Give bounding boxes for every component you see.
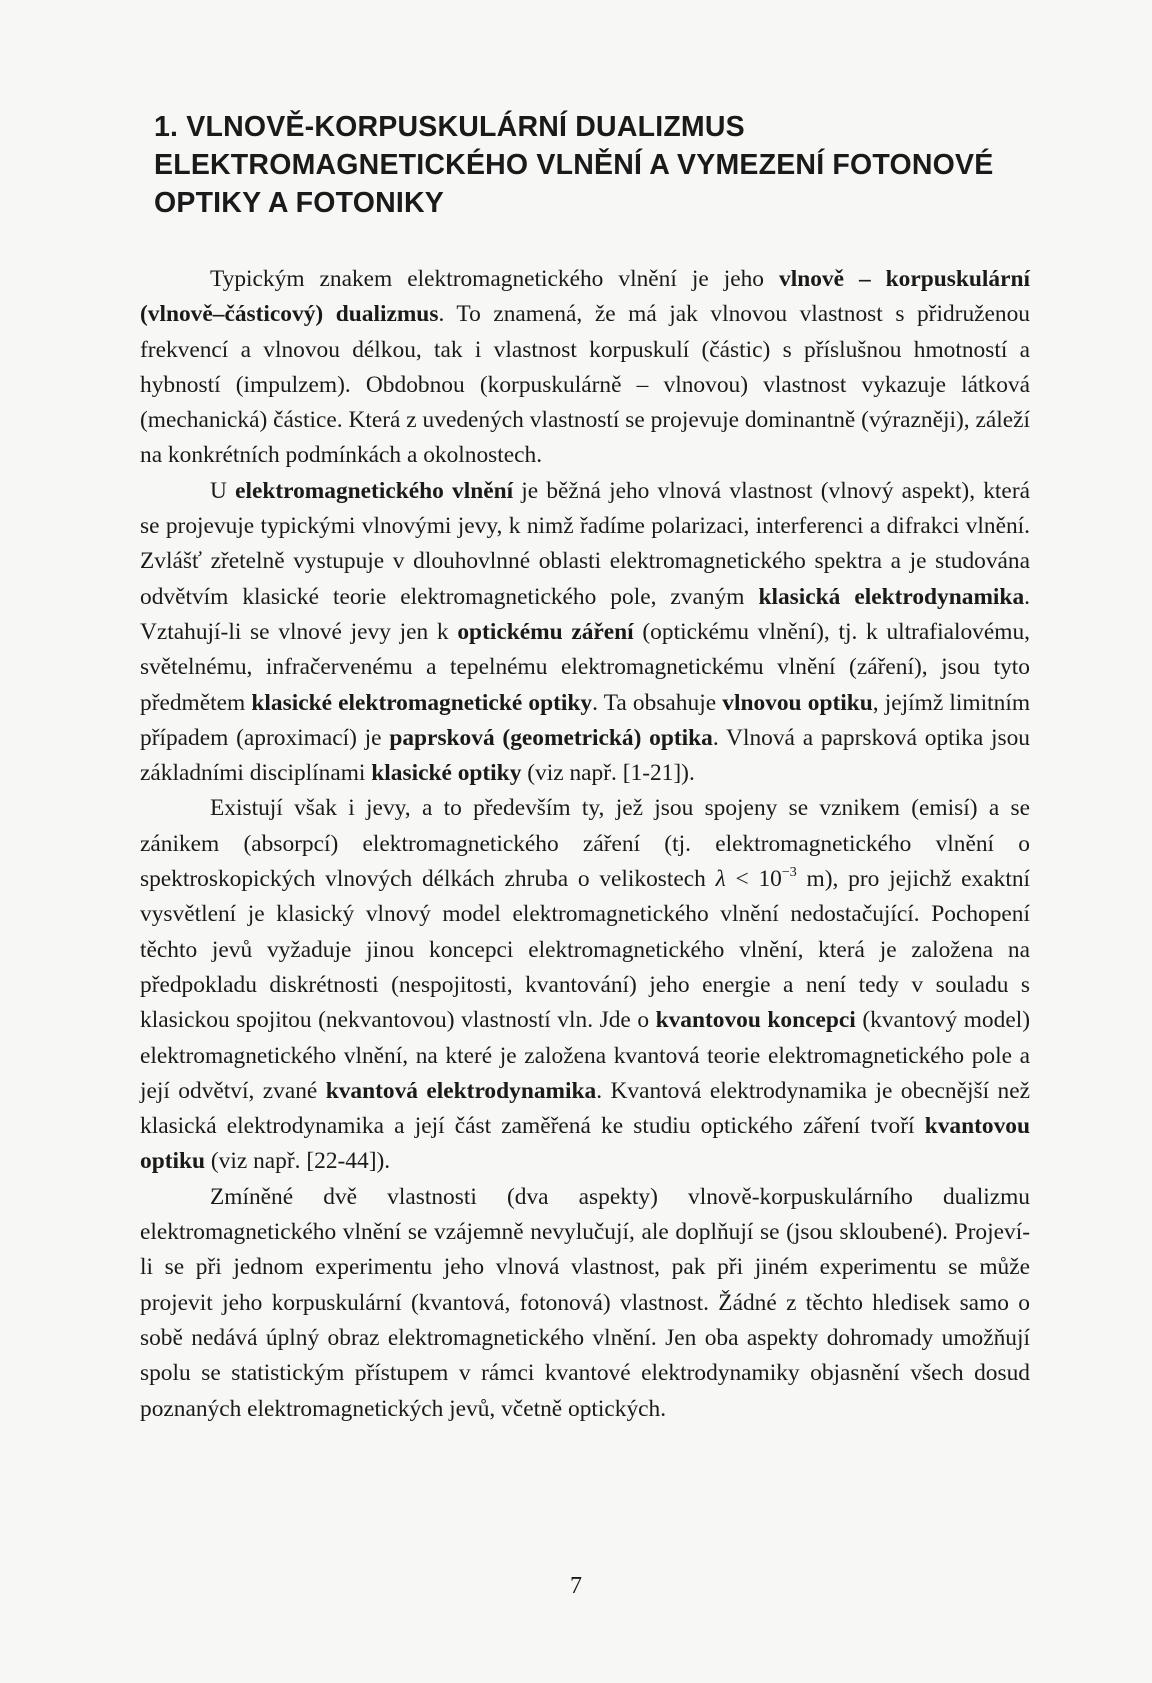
chapter-title-line-1: 1. VLNOVĚ-KORPUSKULÁRNÍ DUALIZMUS <box>154 111 745 143</box>
emphasis: kvantová elektrodynamika <box>325 1077 597 1104</box>
emphasis: kvantovou koncepci <box>655 1007 856 1034</box>
text: ), pro jejichž exaktní vysvětlení je klasický vlnový model elektromagnetického vlnění nedostačující. Pochopení těchto jevů vyžaduje jinou koncepci elektromagnetického vlnění, která je založena na předpokladu diskrétnosti (nespojitosti, kvantování) jeho energie a není tedy v souladu s klasickou spojitou (nekvantovou) vlastností vln. Jde o <box>140 866 1031 1034</box>
paragraph-1 <box>140 262 1030 474</box>
text: U <box>210 477 236 504</box>
page-number: 7 <box>570 1573 582 1599</box>
chapter-title-line-2: ELEKTROMAGNETICKÉHO VLNĚNÍ A VYMEZENÍ FOTONOVÉ <box>154 149 994 181</box>
paragraph-3 <box>140 791 1030 1179</box>
paragraph-2 <box>140 474 1030 792</box>
unit: m <box>796 866 825 893</box>
emphasis: klasická elektrodynamika <box>758 583 1025 610</box>
text: Existují však i jevy, a to především ty, jež jsou spojeny se vznikem (emisí) a se zánikem (absorpcí) elektromagnetického záření (tj. elektromagnetického vlnění o spektroskopických vlnových délkách zhruba o velikostech <box>140 795 1030 893</box>
emphasis: kvantovou optiku <box>140 1113 1030 1175</box>
wavelength-formula <box>716 866 825 892</box>
exponent: −3 <box>781 865 797 881</box>
text: Typickým znakem elektromagnetického vlnění je jeho <box>210 266 779 292</box>
emphasis: paprsková (geometrická) optika <box>389 724 713 751</box>
text: (viz např. [1-21]). <box>521 760 695 787</box>
text: (viz např. [22-44]). <box>205 1148 391 1175</box>
text: je běžná jeho vlnová vlastnost (vlnový aspekt), která se projevuje typickými vlnovými jevy, k nimž řadíme polarizaci, interferenci a difrakci vlnění. Zvlášť zřetelně vystupuje v dlouhovlnné oblasti elektromagnetického spektra a je studována odvětvím klasické teorie elektromagnetického pole, zvaným <box>140 477 1030 610</box>
paragraph-4 <box>140 1180 1030 1427</box>
body-text <box>140 262 1030 1427</box>
emphasis: elektromagnetického vlnění <box>235 477 514 504</box>
formula-text: < 10 <box>725 866 782 893</box>
text: (optickému vlnění), tj. k ultrafialovému, světelnému, infračervenému a tepelnému elektromagnetickému vlnění (záření), jsou tyto předmětem <box>140 618 1030 716</box>
text: . Vztahují-li se vlnové jevy jen k <box>140 583 1030 645</box>
text: , jejímž limitním případem (aproximací) je <box>140 689 1031 751</box>
text: . Ta obsahuje <box>592 689 723 716</box>
emphasis: vlnovou optiku <box>722 689 873 716</box>
text: Zmíněné dvě vlastnosti (dva aspekty) vlnově-korpuskulárního dualizmu elektromagnetického vlnění se vzájemně nevylučují, ale doplňují se (jsou skloubené). Projeví-li se při jednom experimentu jeho vlnová vlastnost, pak při jiném experimentu se může projevit jeho korpuskulární (kvantová, fotonová) vlastnost. Žádné z těchto hledisek samo o sobě nedává úplný obraz elektromagnetického vlnění. Jen oba aspekty dohromady umožňují spolu se statistickým přístupem v rámci kvantové elektrodynamiky objasnění všech dosud poznaných elektromagnetických jevů, včetně optických. <box>140 1183 1030 1422</box>
emphasis: vlnově – korpuskulární (vlnově–částicový) dualizmus <box>140 266 1030 328</box>
text: (kvantový model) elektromagnetického vlnění, na které je založena kvantová teorie elektromagnetického pole a její odvětví, zvané <box>140 1007 1030 1104</box>
emphasis: klasické optiky <box>371 760 522 787</box>
text: . Kvantová elektrodynamika je obecnější než klasická elektrodynamika a její část zaměřená ke studiu optického záření tvoří <box>140 1077 1030 1140</box>
text: . Vlnová a paprsková optika jsou základními disciplínami <box>140 724 1030 787</box>
text: . To znamená, že má jak vlnovou vlastnost s přidruženou frekvencí a vlnovou délkou, tak i vlastnost korpuskulí (částic) s příslušnou hmotností a hybností (impulzem). Obdobnou (korpuskulárně – vlnovou) vlastnost vykazuje látková (mechanická) částice. Která z uvedených vlastností se projevuje dominantně (výrazněji), záleží na konkrétních podmínkách a okolnostech. <box>140 301 1030 469</box>
lambda-symbol: λ <box>715 866 726 893</box>
chapter-title <box>154 108 1034 222</box>
emphasis: klasické elektromagnetické optiky <box>251 689 593 716</box>
chapter-title-line-3: OPTIKY A FOTONIKY <box>154 187 445 219</box>
emphasis: optickému záření <box>457 618 634 645</box>
